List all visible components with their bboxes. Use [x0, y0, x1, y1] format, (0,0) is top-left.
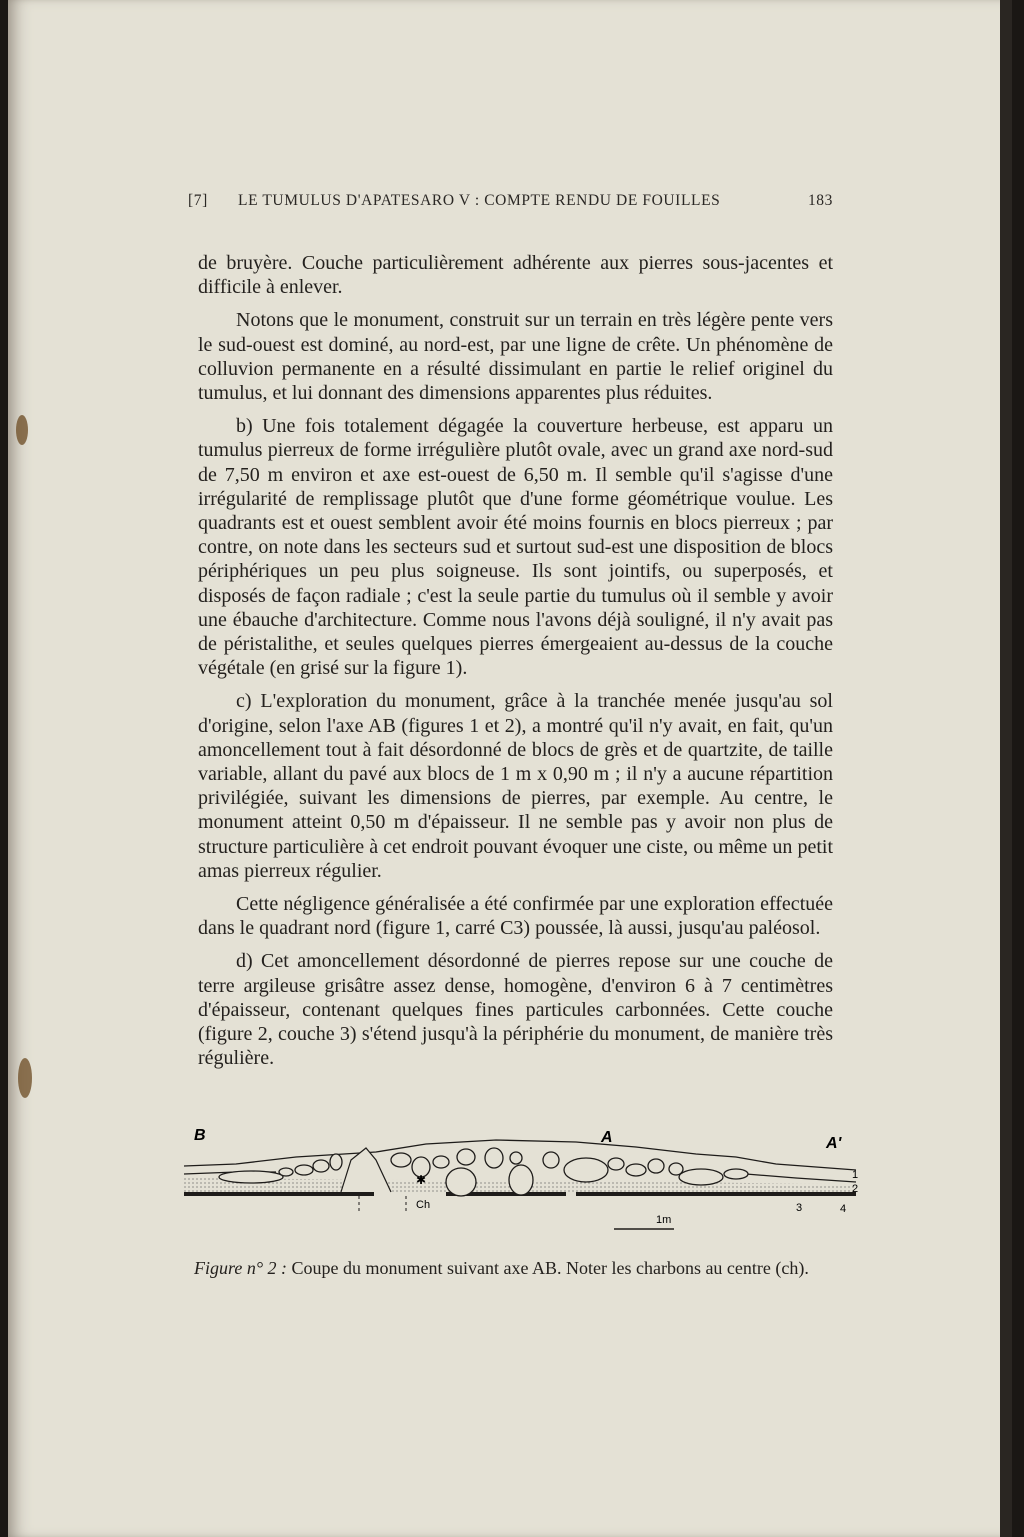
paleosol-line: [184, 1192, 374, 1196]
layer-line: [746, 1174, 856, 1182]
label-a: A: [601, 1129, 613, 1146]
paleosol-line: [576, 1192, 856, 1196]
layer-label-1: 1: [852, 1169, 859, 1181]
section-number: [7]: [188, 192, 208, 209]
paragraph: c) L'exploration du monument, grâce à la tranchée menée jusqu'au sol d'origine, selon l'axe AB (figures 1 et 2), a montré qu'il n'y avait, en fait, qu'un amoncellement tout à fait désordonné de blocs de grès et de quartzite, de taille variable, allant du pavé aux blocs de 1 m x 0,90 m ; il n'y a aucune répartition privilégiée, suivant les dimensions de pierres, par exemple. Au centre, le monument atteint 0,50 m d'épaisseur. Il ne semble pas y avoir non plus de structure particulière à cet endroit pouvant évoquer une ciste, ou même un petit amas pierreux régulier.: [198, 690, 833, 882]
paragraph: d) Cet amoncellement désordonné de pierres repose sur une couche de terre argileuse grisâtre assez dense, homogène, d'environ 6 à 7 centimètres d'épaisseur, contenant quelques fines particules carbonnées. Cette couche (figure 2, couche 3) s'étend jusqu'à la périphérie du monument, de manière très régulière.: [198, 950, 833, 1070]
section-drawing: [176, 1122, 866, 1232]
page-stain: [16, 415, 28, 445]
scanned-page: [8, 0, 1012, 1537]
central-pit: [341, 1148, 391, 1192]
layer-label-4: 4: [840, 1203, 847, 1215]
page-stain: [18, 1058, 32, 1098]
paragraph: Cette négligence généralisée a été confirmée par une exploration effectuée dans le quadrant nord (figure 1, carré C3) poussée, là aussi, jusqu'au paléosol.: [198, 893, 833, 940]
paragraph: b) Une fois totalement dégagée la couverture herbeuse, est apparu un tumulus pierreux de forme irrégulière plutôt ovale, avec un grand axe nord-sud de 7,50 m environ et axe est-ouest de 6,50 m. Il semble qu'il s'agisse d'une irrégularité de remplissage plutôt que d'une forme géométrique voulue. Les quadrants est et ouest semblent avoir été moins fournis en blocs pierreux ; par contre, on note dans les secteurs sud et surtout sud-est une disposition de blocs périphériques un peu plus soigneuse. Ils sont jointifs, ou superposés, et disposés de façon radiale ; c'est la seule partie du tumulus où il semble y avoir une ébauche d'architecture. Comme nous l'avons déjà souligné, il n'y avait pas de péristalithe, et seules quelques pierres émergeaient au-dessus de la couche végétale (en grisé sur la figure 1).: [198, 415, 833, 680]
page-edge: [1000, 0, 1012, 1537]
label-ch: Ch: [416, 1199, 431, 1211]
running-title: LE TUMULUS D'APATESARO V : COMPTE RENDU DE FOUILLES: [238, 192, 721, 209]
figure-caption: [194, 1257, 927, 1280]
running-header: [188, 192, 833, 210]
body-text: [198, 251, 833, 1080]
scale-label: 1m: [656, 1214, 672, 1226]
caption-text: Coupe du monument suivant axe AB. Noter les charbons au centre (ch).: [291, 1258, 809, 1278]
layer-label-2: 2: [852, 1183, 859, 1195]
paragraph: de bruyère. Couche particulièrement adhérente aux pierres sous-jacentes et difficile à enlever.: [198, 252, 833, 299]
charcoal-marks: ✱: [416, 1173, 427, 1187]
label-a-prime: A': [826, 1135, 842, 1152]
layer-label-3: 3: [796, 1202, 803, 1214]
caption-label: Figure n° 2 :: [194, 1258, 288, 1278]
label-b: B: [194, 1127, 206, 1144]
page-number: 183: [807, 192, 833, 209]
paragraph: Notons que le monument, construit sur un terrain en très légère pente vers le sud-ouest est dominé, au nord-est, par une ligne de crête. Un phénomène de colluvion permanente en a résulté dissimulant en partie le relief originel du tumulus, et lui donnant des dimensions apparentes plus réduites.: [198, 309, 833, 405]
